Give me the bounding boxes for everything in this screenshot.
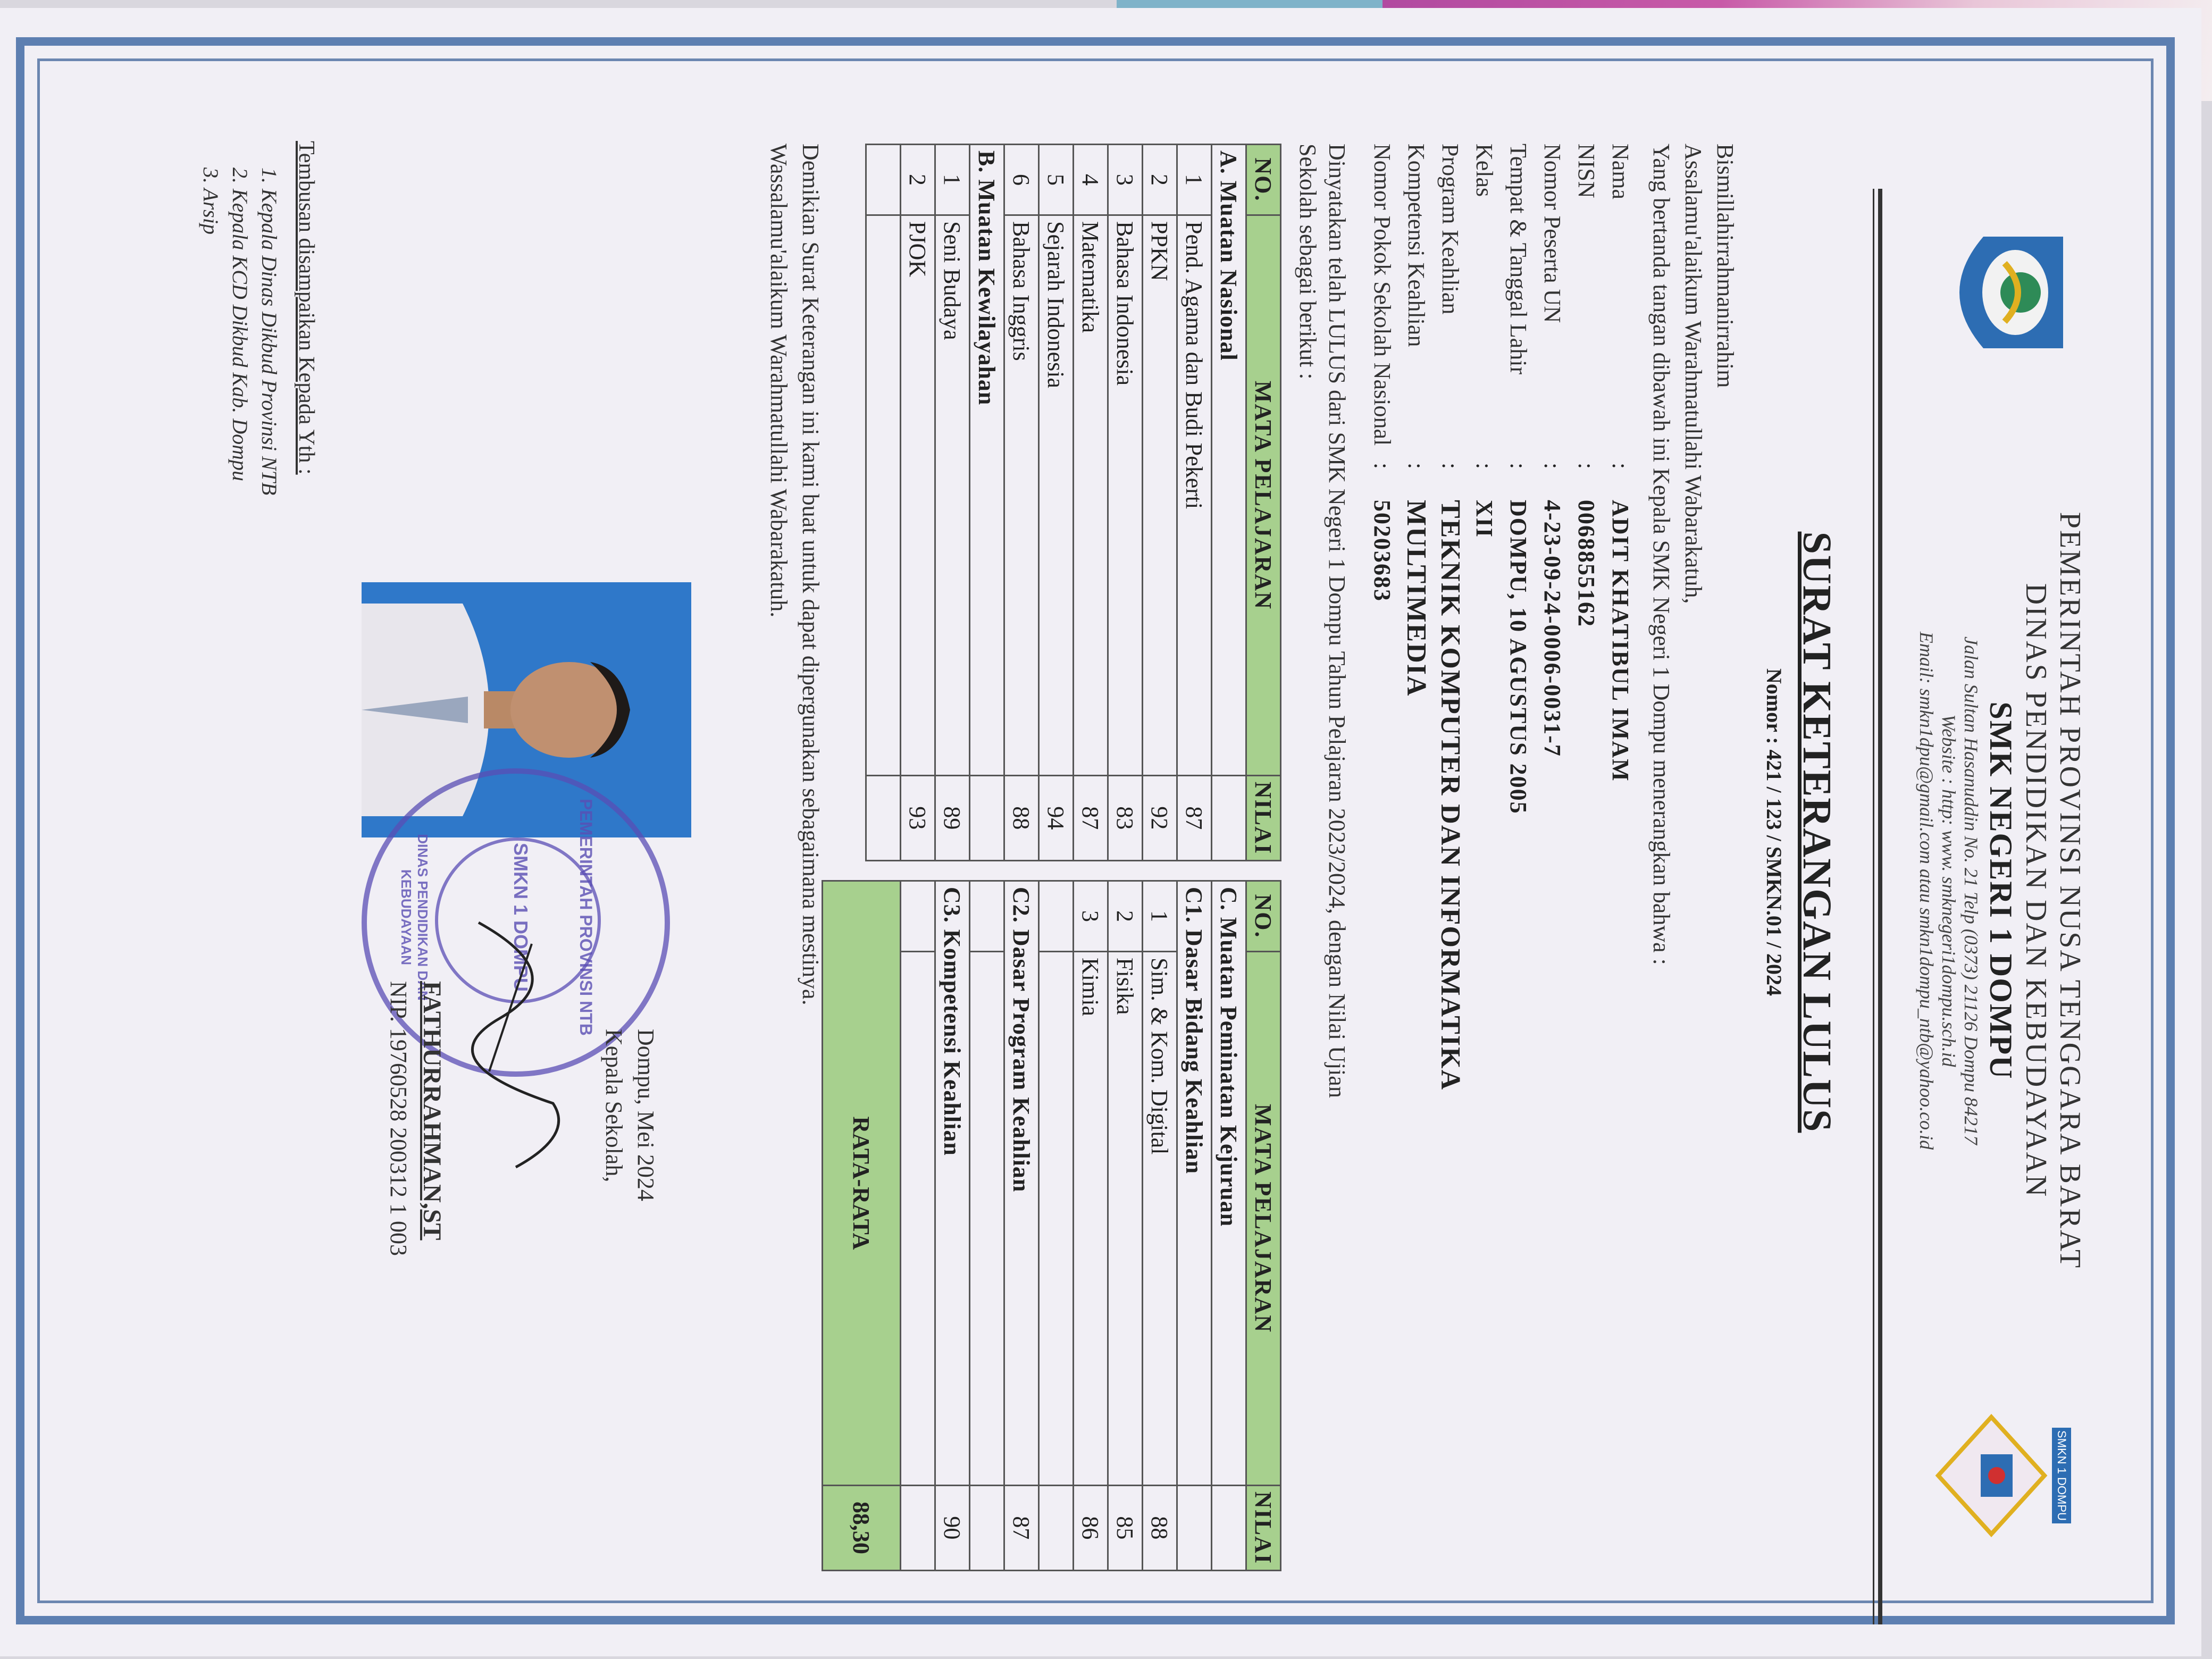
student-class: XII (1471, 500, 1498, 539)
empty-cell (901, 952, 935, 1486)
cc-item: 3. Arsip (199, 167, 223, 234)
letterhead-website: Website : http: www. smknegeri1dompu.sch.id (1938, 714, 1959, 1067)
empty-cell (866, 215, 901, 776)
section-a-label: A. Muatan Nasional (1212, 145, 1246, 776)
stamp-outer-text: PEMERINTAH PROVINSI NTB (576, 799, 596, 1036)
student-identity (1365, 144, 1638, 1091)
identity-label: Program Keahlian (1437, 144, 1464, 315)
signature-scribble-icon (457, 912, 596, 1178)
row-subject: PJOK (901, 215, 935, 776)
signature-date: Dompu, Mei 2024 (633, 1029, 659, 1201)
signatory-name: FATHURRAHMAN,ST (418, 981, 446, 1241)
section-c3-score: 90 (935, 1485, 970, 1570)
table-row (866, 145, 901, 861)
table-section-row (1212, 145, 1246, 861)
declaration-text: Dinyatakan telah LULUS dari SMK Negeri 1 Dompu Tahun Pelajaran 2023/2024, dengan Nilai Ujian (1324, 144, 1350, 1098)
table-header-row (1246, 145, 1281, 861)
document-number: Nomor : 421 / 123 / SMKN.01 / 2024 (1762, 668, 1786, 996)
empty-cell (1212, 775, 1246, 860)
identity-label: Kelas (1471, 144, 1498, 197)
row-score: 87 (1074, 775, 1108, 860)
empty-cell (1177, 1485, 1212, 1570)
section-c1-label: C1. Dasar Bidang Keahlian (1177, 881, 1212, 1486)
row-no: 5 (1039, 145, 1074, 215)
stamp-lower-text: DINAS PENDIDIKAN DAN KEBUDAYAAN (398, 834, 431, 1001)
table-row (1108, 145, 1143, 861)
letterhead-line-1: PEMERINTAH PROVINSI NUSA TENGGARA BARAT (2054, 512, 2087, 1270)
header-no: NO. (1246, 145, 1281, 215)
cc-item: 2. Kepala KCD Dikbud Kab. Dompu (228, 167, 252, 481)
row-subject: Pend. Agama dan Budi Pekerti (1177, 215, 1212, 776)
table-row (1108, 881, 1143, 1571)
header-score: NILAI (1246, 1485, 1281, 1570)
row-score: 83 (1108, 775, 1143, 860)
row-subject: Matematika (1074, 215, 1108, 776)
section-c2-score: 87 (1004, 1485, 1039, 1570)
colon: : (1437, 463, 1464, 470)
identity-row (1604, 144, 1638, 1091)
closing-greeting: Wassalamu'alaikum Warahmatullahi Wabarakatuh. (766, 144, 792, 618)
student-program: TEKNIK KOMPUTER DAN INFORMATIKA (1435, 500, 1466, 1091)
colon: : (1539, 463, 1566, 470)
colon: : (1471, 463, 1498, 470)
identity-row (1536, 144, 1570, 1091)
empty-cell (1039, 881, 1074, 952)
identity-label: NISN (1573, 144, 1600, 198)
row-subject: Fisika (1108, 952, 1143, 1486)
row-score: 87 (1177, 775, 1212, 860)
header-score: NILAI (1246, 775, 1281, 860)
stamp-inner-text: SMKN 1 DOMPU (510, 842, 532, 992)
colon: : (1403, 463, 1430, 470)
row-score: 85 (1108, 1485, 1143, 1570)
empty-cell (1212, 1485, 1246, 1570)
row-score: 94 (1039, 775, 1074, 860)
row-score: 88 (1004, 775, 1039, 860)
letterhead-address: Jalan Sultan Hasanuddin No. 21 Telp (0373) 21126 Dompu 84217 (1960, 636, 1982, 1145)
empty-cell (901, 1485, 935, 1570)
average-label: RATA-RATA (823, 881, 901, 1486)
school-logo-icon (1933, 1412, 2071, 1539)
row-no: 1 (1143, 881, 1177, 952)
student-birth: DOMPU, 10 AGUSTUS 2005 (1505, 500, 1532, 815)
identity-row (1365, 144, 1400, 1091)
ntb-logo-icon (1936, 231, 2074, 354)
section-c3-label: C3. Kompetensi Keahlian (935, 881, 970, 1486)
header-subject: MATA PELAJARAN (1246, 215, 1281, 776)
row-no: 1 (935, 145, 970, 215)
table-row (970, 881, 1004, 1571)
table-row (1143, 145, 1177, 861)
empty-cell (901, 881, 935, 952)
grades-table-left (865, 144, 1281, 861)
average-score: 88,30 (823, 1485, 901, 1570)
letterhead-line-2: DINAS PENDIDIKAN DAN KEBUDAYAAN (2020, 583, 2052, 1199)
row-subject: Bahasa Indonesia (1108, 215, 1143, 776)
identity-row (1434, 144, 1468, 1091)
table-header-row (1246, 881, 1281, 1571)
row-no: 2 (901, 145, 935, 215)
table-section-row (1004, 881, 1039, 1571)
row-no: 1 (1177, 145, 1212, 215)
section-b-label: B. Muatan Kewilayahan (970, 145, 1004, 776)
cc-item: 1. Kepala Dinas Dikbud Provinsi NTB (257, 167, 281, 496)
table-row (935, 145, 970, 861)
student-competence: MULTIMEDIA (1401, 500, 1432, 697)
identity-row (1468, 144, 1502, 1091)
row-score: 93 (901, 775, 935, 860)
row-score: 92 (1143, 775, 1177, 860)
opening-greeting: Assalamu'alaikum Warahmatullahi Wabarakatuh, (1680, 144, 1706, 604)
identity-label: Nomor Peserta UN (1539, 144, 1566, 323)
declaration-text-2: Sekolah sebagai berikut : (1295, 144, 1321, 380)
row-score: 88 (1143, 1485, 1177, 1570)
table-row (1039, 881, 1074, 1571)
empty-cell (1039, 1485, 1074, 1570)
row-subject: Seni Budaya (935, 215, 970, 776)
school-logo-label: SMKN 1 DOMPU (2055, 1430, 2068, 1521)
row-no: 3 (1108, 145, 1143, 215)
section-c2-label: C2. Dasar Program Keahlian (1004, 881, 1039, 1486)
row-no: 2 (1108, 881, 1143, 952)
colon: : (1573, 463, 1600, 470)
student-nisn: 0068855162 (1573, 500, 1600, 627)
table-row (1074, 881, 1108, 1571)
empty-cell (970, 952, 1004, 1486)
opening-statement: Yang bertanda tangan dibawah ini Kepala SMK Negeri 1 Dompu menerangkan bahwa : (1648, 144, 1674, 965)
header-subject: MATA PELAJARAN (1246, 952, 1281, 1486)
section-c-label: C. Muatan Peminatan Kejuruan (1212, 881, 1246, 1486)
letterhead-email: Email: smkn1dpu@gmail.com atau smkn1dompu_ntb@yahoo.co.id (1916, 631, 1937, 1150)
empty-cell (866, 145, 901, 215)
identity-label: Nama (1607, 144, 1634, 200)
identity-label: Nomor Pokok Sekolah Nasional (1369, 144, 1396, 446)
table-section-row (935, 881, 970, 1571)
signatory-nip: NIP. 19760528 200312 1 003 (386, 981, 412, 1256)
signature-role: Kepala Sekolah, (601, 1029, 627, 1183)
document-title: SURAT KETERANGAN LULUS (1795, 531, 1839, 1133)
letterhead-rule-thin (1873, 189, 1874, 1624)
table-row (901, 881, 935, 1571)
table-section-row (1212, 881, 1246, 1571)
header-no: NO. (1246, 881, 1281, 952)
school-npsn: 50203683 (1369, 500, 1396, 602)
table-row (1004, 145, 1039, 861)
certificate-page (0, 8, 2201, 1656)
colon: : (1369, 463, 1396, 470)
colon: : (1505, 463, 1532, 470)
cc-title: Tembusan disampaikan Kepada Yth : (294, 141, 319, 475)
empty-cell (970, 775, 1004, 860)
table-row (1143, 881, 1177, 1571)
average-row (823, 881, 901, 1571)
student-exam-number: 4-23-09-24-0006-0031-7 (1539, 500, 1566, 757)
empty-cell (970, 881, 1004, 952)
letterhead-school-name: SMK NEGERI 1 DOMPU (1983, 701, 2018, 1080)
empty-cell (970, 1485, 1004, 1570)
row-no: 2 (1143, 145, 1177, 215)
row-subject: Sim. & Kom. Digital (1143, 952, 1177, 1486)
table-section-row (970, 145, 1004, 861)
empty-cell (866, 775, 901, 860)
row-score: 86 (1074, 1485, 1108, 1570)
table-row (1074, 145, 1108, 861)
table-row (1039, 145, 1074, 861)
identity-row (1400, 144, 1434, 1091)
row-score: 89 (935, 775, 970, 860)
letterhead (1915, 380, 2087, 1401)
identity-row (1502, 144, 1536, 1091)
identity-label: Kompetensi Keahlian (1403, 144, 1430, 347)
row-no: 4 (1074, 145, 1108, 215)
row-subject: PPKN (1143, 215, 1177, 776)
row-subject: Sejarah Indonesia (1039, 215, 1074, 776)
grades-table-right (822, 880, 1281, 1571)
row-subject: Bahasa Inggris (1004, 215, 1039, 776)
row-no: 6 (1004, 145, 1039, 215)
bismillah-text: Bismillahirrahmanirrahim (1712, 144, 1738, 388)
table-section-row (1177, 881, 1212, 1571)
student-name: ADIT KHATIBUL IMAM (1607, 500, 1634, 782)
row-no: 3 (1074, 881, 1108, 952)
letterhead-rule-thick (1878, 189, 1882, 1624)
identity-label: Tempat & Tanggal Lahir (1505, 144, 1532, 375)
table-row (1177, 145, 1212, 861)
table-row (901, 145, 935, 861)
empty-cell (1039, 952, 1074, 1486)
closing-text: Demikian Surat Keterangan ini kami buat untuk dapat dipergunakan sebagaimana mestinya. (798, 144, 824, 1006)
colon: : (1607, 463, 1634, 470)
row-subject: Kimia (1074, 952, 1108, 1486)
identity-row (1570, 144, 1604, 1091)
